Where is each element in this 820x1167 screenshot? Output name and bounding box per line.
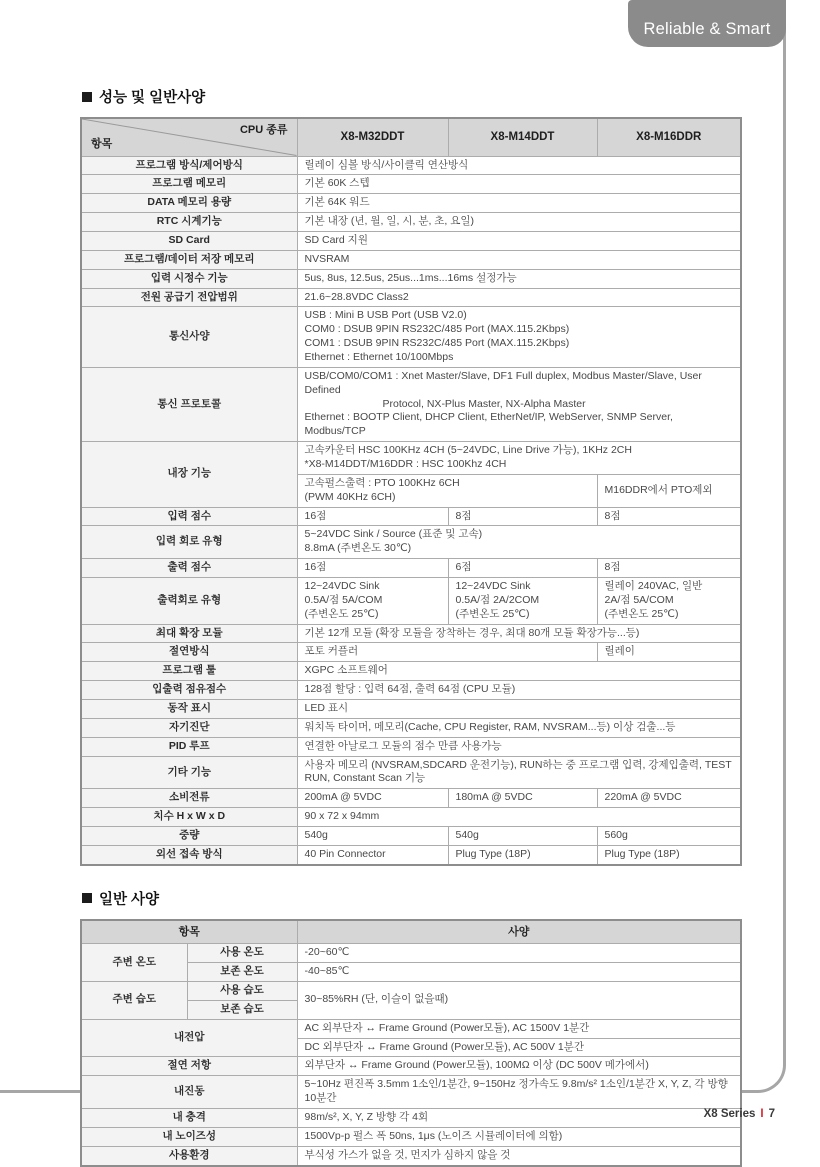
cell-value: 16점	[297, 559, 448, 578]
row-label: 외선 접속 방식	[81, 845, 297, 864]
row-value: XGPC 소프트웨어	[297, 662, 741, 681]
output-circuit-line: 12~24VDC Sink	[304, 579, 380, 592]
output-circuit-line: 릴레이 240VAC, 일반	[604, 579, 703, 592]
row-label: 프로그램 방식/제어방식	[81, 156, 297, 175]
row-sublabel: 보존 습도	[187, 1000, 297, 1019]
footer-separator: I	[760, 1108, 764, 1120]
row-value	[297, 307, 741, 367]
row-value: 기본 12개 모듈 (확장 모듈을 장착하는 경우, 최대 80개 모듈 확장가능...등)	[297, 624, 741, 643]
column-header-m16ddr: X8-M16DDR	[597, 118, 741, 156]
row-label: 출력 점수	[81, 559, 297, 578]
table-row	[81, 1127, 741, 1146]
row-value: 기본 64K 워드	[297, 194, 741, 213]
row-value: 5us, 8us, 12.5us, 25us...1ms...16ms 설정가능	[297, 269, 741, 288]
section-title-text: 일반 사양	[99, 891, 160, 908]
row-value	[297, 367, 741, 441]
row-label: RTC 시계기능	[81, 213, 297, 232]
row-label: 주변 습도	[81, 981, 187, 1019]
row-value: 5~10Hz 편진폭 3.5mm 1소인/1분간, 9~150Hz 정가속도 9.8m/s² 1소인/1분간 X, Y, Z, 각 방향 10분간	[297, 1076, 741, 1109]
header-item-label: 항목	[91, 137, 113, 150]
cell-value: Plug Type (18P)	[448, 845, 597, 864]
output-circuit-line: 2A/점 5A/COM	[604, 593, 674, 606]
protocol-line: USB/COM0/COM1 : Xnet Master/Slave, DF1 Full duplex, Modbus Master/Slave, User Defined	[304, 369, 702, 396]
row-label: 전원 공급기 전압범위	[81, 288, 297, 307]
row-label: 입력 점수	[81, 507, 297, 526]
page-footer	[704, 1108, 775, 1120]
page-content	[80, 86, 740, 1167]
table-row	[81, 756, 741, 789]
row-value: 21.6~28.8VDC Class2	[297, 288, 741, 307]
row-label: 자기진단	[81, 718, 297, 737]
row-sublabel: 보존 온도	[187, 963, 297, 982]
table-row-protocol	[81, 367, 741, 441]
header-spec: 사양	[297, 920, 741, 944]
section-title-text: 성능 및 일반사양	[99, 90, 206, 106]
cell-value: 540g	[297, 827, 448, 846]
comm-line: COM0 : DSUB 9PIN RS232C/485 Port (MAX.115.2Kbps)	[304, 323, 570, 336]
row-label: 내 노이즈성	[81, 1127, 297, 1146]
row-value: 기본 60K 스텝	[297, 175, 741, 194]
protocol-line: Ethernet : BOOTP Client, DHCP Client, EtherNet/IP, WebServer, SNMP Server, Modbus/TCP	[304, 411, 673, 438]
row-label: 통신사양	[81, 307, 297, 367]
cell-value: 40 Pin Connector	[297, 845, 448, 864]
output-circuit-line: 0.5A/점 2A/2COM	[455, 593, 540, 606]
table-row	[81, 624, 741, 643]
row-value	[297, 442, 741, 475]
cell-value	[448, 577, 597, 624]
row-value: 90 x 72 x 94mm	[297, 808, 741, 827]
column-header-m14ddt: X8-M14DDT	[448, 118, 597, 156]
row-label: 중량	[81, 827, 297, 846]
row-value: 1500Vp-p 펄스 폭 50ns, 1μs (노이즈 시뮬레이터에 의함)	[297, 1127, 741, 1146]
cell-value: 6점	[448, 559, 597, 578]
comm-line: Ethernet : Ethernet 10/100Mbps	[304, 350, 454, 363]
pulse-output-line: (PWM 40KHz 6CH)	[304, 490, 396, 503]
table-row	[81, 156, 741, 175]
table-header-row	[81, 118, 741, 156]
row-value: SD Card 지원	[297, 231, 741, 250]
row-value: 부식성 가스가 없을 것, 먼지가 심하지 않을 것	[297, 1146, 741, 1165]
table-row	[81, 737, 741, 756]
cell-value: 560g	[597, 827, 741, 846]
row-label: 통신 프로토콜	[81, 367, 297, 441]
output-circuit-line: (주변온도 25℃)	[455, 607, 530, 620]
row-sublabel: 사용 습도	[187, 981, 297, 1000]
cell-value: 릴레이	[597, 643, 741, 662]
cell-value: 포토 커플러	[297, 643, 597, 662]
row-label: 치수 H x W x D	[81, 808, 297, 827]
builtin-line: 고속카운터 HSC 100KHz 4CH (5~24VDC, Line Drive 가능), 1KHz 2CH	[304, 444, 632, 457]
table-row	[81, 1108, 741, 1127]
output-circuit-line: (주변온도 25℃)	[604, 607, 679, 620]
row-value: 연결한 아날로그 모듈의 점수 만큼 사용가능	[297, 737, 741, 756]
table-row	[81, 1076, 741, 1109]
row-label: 절연 저항	[81, 1057, 297, 1076]
table-row	[81, 944, 741, 963]
cell-value: 8점	[597, 507, 741, 526]
table-row	[81, 507, 741, 526]
table-row	[81, 808, 741, 827]
comm-line: COM1 : DSUB 9PIN RS232C/485 Port (MAX.115.2Kbps)	[304, 337, 570, 350]
table-row	[81, 789, 741, 808]
table-row	[81, 559, 741, 578]
cell-value: 180mA @ 5VDC	[448, 789, 597, 808]
row-sublabel: 사용 온도	[187, 944, 297, 963]
pulse-output-line: 고속펄스출력 : PTO 100KHz 6CH	[304, 476, 460, 489]
output-circuit-line: 0.5A/점 5A/COM	[304, 593, 383, 606]
row-label: 내진동	[81, 1076, 297, 1109]
corner-tab	[628, 0, 786, 47]
cell-value: 200mA @ 5VDC	[297, 789, 448, 808]
row-label: 프로그램/데이터 저장 메모리	[81, 250, 297, 269]
table-row	[81, 700, 741, 719]
cell-value: 16점	[297, 507, 448, 526]
table-row	[81, 288, 741, 307]
table-row	[81, 213, 741, 232]
row-value: DC 외부단자 ↔ Frame Ground (Power모듈), AC 500V 1분간	[297, 1038, 741, 1057]
row-label: DATA 메모리 용량	[81, 194, 297, 213]
row-label: 주변 온도	[81, 944, 187, 982]
row-value: -20~60℃	[297, 944, 741, 963]
row-value: M16DDR에서 PTO제외	[597, 474, 741, 507]
table-row	[81, 827, 741, 846]
protocol-line: Protocol, NX-Plus Master, NX-Alpha Master	[382, 397, 586, 410]
cell-value: Plug Type (18P)	[597, 845, 741, 864]
footer-page-number: 7	[768, 1108, 775, 1120]
table-row-builtin-1	[81, 442, 741, 475]
row-value: 30~85%RH (단, 이슬이 없을때)	[297, 981, 741, 1019]
table-row-output-circuit	[81, 577, 741, 624]
row-label: 절연방식	[81, 643, 297, 662]
table-row	[81, 681, 741, 700]
table-row	[81, 1057, 741, 1076]
table-row	[81, 718, 741, 737]
performance-spec-table	[80, 117, 742, 866]
cell-value: 540g	[448, 827, 597, 846]
section-title-general	[82, 888, 740, 909]
row-value: LED 표시	[297, 700, 741, 719]
row-value: 98m/s², X, Y, Z 방향 각 4회	[297, 1108, 741, 1127]
table-row	[81, 526, 741, 559]
row-value	[297, 526, 741, 559]
cell-value: 220mA @ 5VDC	[597, 789, 741, 808]
row-label: 내전압	[81, 1019, 297, 1057]
row-value: 외부단자 ↔ Frame Ground (Power모듈), 100MΩ 이상 (DC 500V 메가에서)	[297, 1057, 741, 1076]
row-label: 입력 시정수 기능	[81, 269, 297, 288]
row-value: AC 외부단자 ↔ Frame Ground (Power모듈), AC 1500V 1분간	[297, 1019, 741, 1038]
row-value: 릴레이 심볼 방식/사이클릭 연산방식	[297, 156, 741, 175]
output-circuit-line: (주변온도 25℃)	[304, 607, 379, 620]
section-bullet-icon	[82, 92, 92, 102]
output-circuit-line: 12~24VDC Sink	[455, 579, 531, 592]
input-circuit-line: 5~24VDC Sink / Source (표준 및 고속)	[304, 528, 483, 541]
row-label: 입출력 점유점수	[81, 681, 297, 700]
row-label: SD Card	[81, 231, 297, 250]
table-row	[81, 231, 741, 250]
row-value: 사용자 메모리 (NVSRAM,SDCARD 운전기능), RUN하는 중 프로그램 입력, 강제입출력, TEST RUN, Constant Scan 기능	[297, 756, 741, 789]
row-label: 기타 기능	[81, 756, 297, 789]
corner-tab-label: Reliable & Smart	[643, 20, 771, 38]
row-label: 프로그램 툴	[81, 662, 297, 681]
row-label: 출력회로 유형	[81, 577, 297, 624]
table-row	[81, 250, 741, 269]
cell-value	[597, 577, 741, 624]
cell-value: 8점	[597, 559, 741, 578]
row-label: 사용환경	[81, 1146, 297, 1165]
table-row	[81, 1019, 741, 1038]
row-label: 입력 회로 유형	[81, 526, 297, 559]
row-value: 기본 내장 (년, 월, 일, 시, 분, 초, 요일)	[297, 213, 741, 232]
row-label: 최대 확장 모듈	[81, 624, 297, 643]
table-row	[81, 175, 741, 194]
row-label: 동작 표시	[81, 700, 297, 719]
header-cpu-type-label: CPU 종류	[239, 124, 288, 136]
table-row-communication	[81, 307, 741, 367]
row-value: 워치독 타이머, 메모리(Cache, CPU Register, RAM, NVSRAM...등) 이상 검출...등	[297, 718, 741, 737]
row-label: PID 루프	[81, 737, 297, 756]
header-item: 항목	[81, 920, 297, 944]
table-row	[81, 269, 741, 288]
footer-series-label: X8 Series	[703, 1108, 756, 1120]
row-label: 프로그램 메모리	[81, 175, 297, 194]
comm-line: USB : Mini B USB Port (USB V2.0)	[304, 309, 467, 322]
row-label: 내장 기능	[81, 442, 297, 507]
table-row	[81, 194, 741, 213]
section-bullet-icon	[82, 893, 92, 903]
input-circuit-line: 8.8mA (주변온도 30℃)	[304, 542, 412, 555]
builtin-line: *X8-M14DDT/M16DDR : HSC 100Khz 4CH	[304, 457, 507, 470]
row-value: NVSRAM	[297, 250, 741, 269]
section-title-performance	[82, 86, 740, 107]
diagonal-header-cell	[81, 118, 297, 156]
table-row	[81, 981, 741, 1000]
cell-value	[297, 577, 448, 624]
row-label: 내 충격	[81, 1108, 297, 1127]
row-value: -40~85℃	[297, 963, 741, 982]
cell-value: 8점	[448, 507, 597, 526]
row-value	[297, 474, 597, 507]
row-value: 128점 할당 : 입력 64점, 출력 64점 (CPU 모듈)	[297, 681, 741, 700]
general-spec-table	[80, 919, 742, 1167]
table-header-row	[81, 920, 741, 944]
row-label: 소비전류	[81, 789, 297, 808]
table-row	[81, 1146, 741, 1165]
table-row	[81, 643, 741, 662]
table-row	[81, 662, 741, 681]
table-row	[81, 845, 741, 864]
column-header-m32ddt: X8-M32DDT	[297, 118, 448, 156]
